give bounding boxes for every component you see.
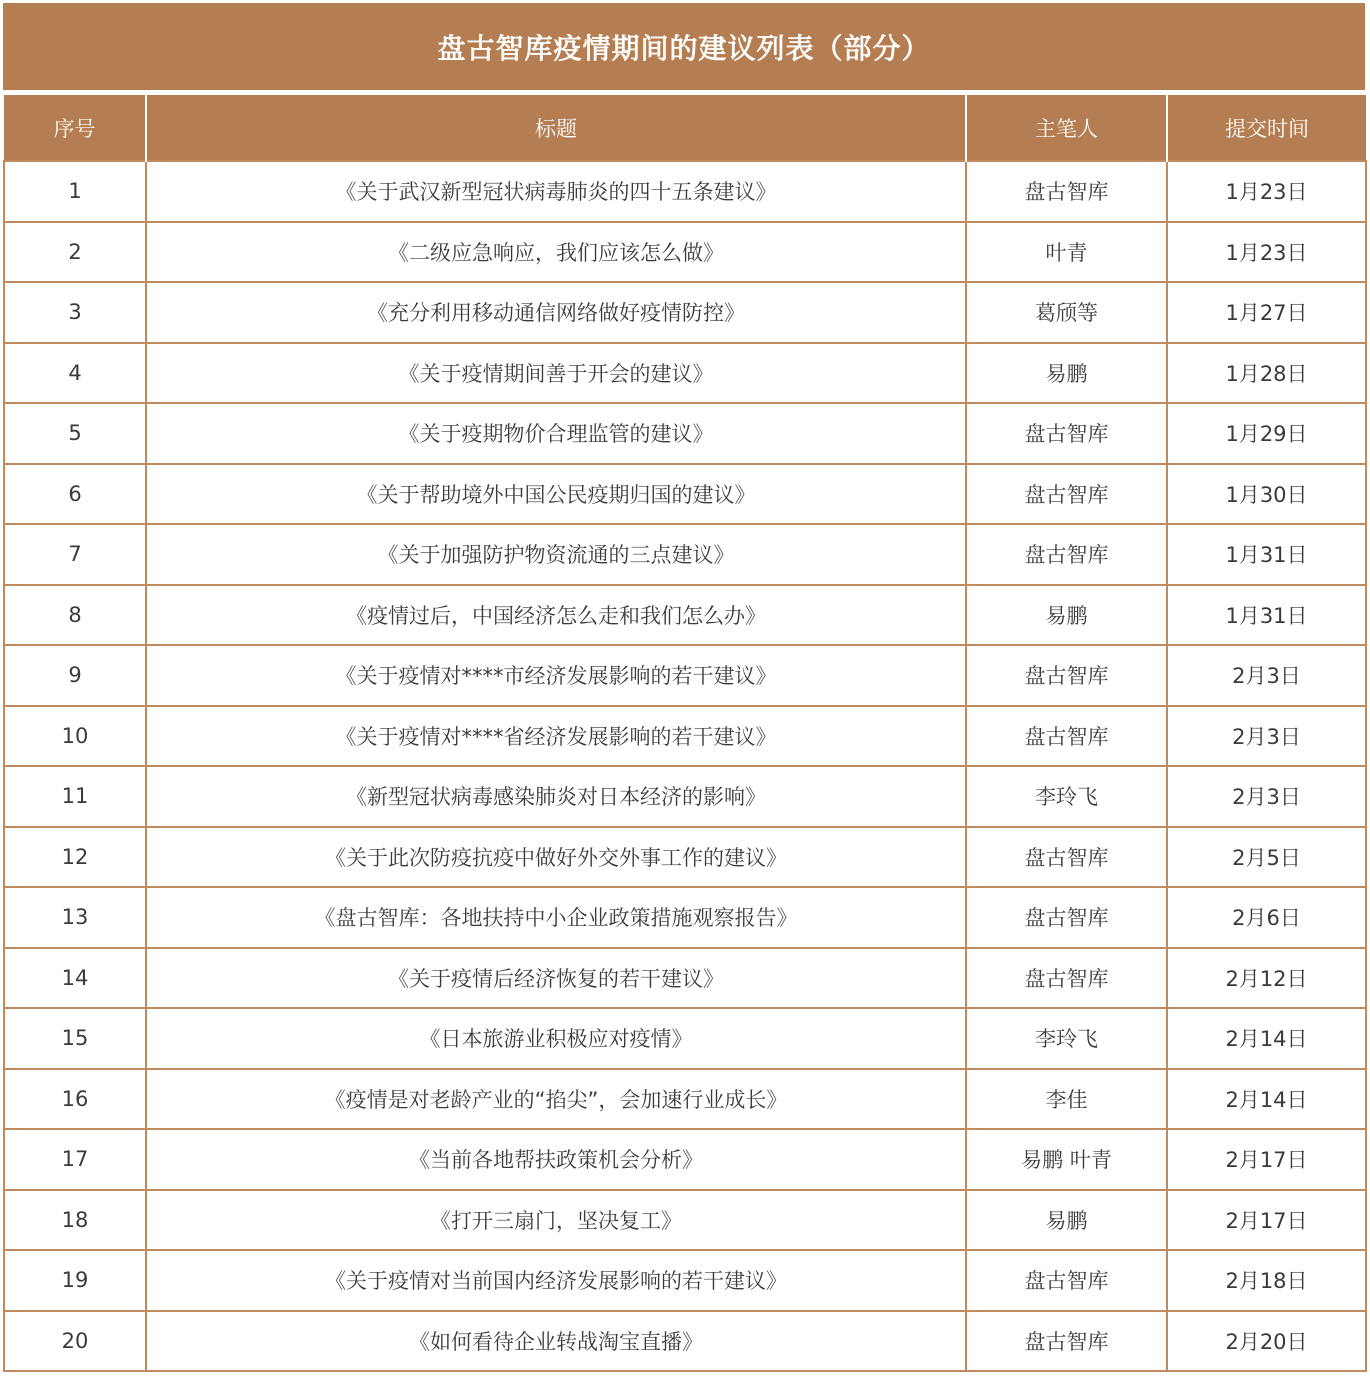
row-title: 《关于疫情对****省经济发展影响的若干建议》 (146, 706, 966, 767)
table-row (4, 1129, 1366, 1190)
row-date: 1月31日 (1167, 524, 1366, 585)
row-author: 李玲飞 (966, 766, 1167, 827)
row-number: 4 (4, 343, 146, 404)
row-title: 《如何看待企业转战淘宝直播》 (146, 1311, 966, 1372)
row-title: 《关于疫情期间善于开会的建议》 (146, 343, 966, 404)
row-author: 易鹏 (966, 1190, 1167, 1251)
row-author: 易鹏 (966, 343, 1167, 404)
row-number: 7 (4, 524, 146, 585)
row-number: 8 (4, 585, 146, 646)
row-author: 盘古智库 (966, 948, 1167, 1009)
row-number: 19 (4, 1250, 146, 1311)
row-title: 《疫情是对老龄产业的“掐尖”，会加速行业成长》 (146, 1069, 966, 1130)
header-title: 标题 (146, 95, 966, 161)
row-date: 1月29日 (1167, 403, 1366, 464)
table-body (4, 161, 1366, 1371)
row-number: 17 (4, 1129, 146, 1190)
header-date: 提交时间 (1167, 95, 1366, 161)
row-date: 2月14日 (1167, 1008, 1366, 1069)
row-author: 盘古智库 (966, 403, 1167, 464)
table-row (4, 766, 1366, 827)
table-row (4, 222, 1366, 283)
row-title: 《日本旅游业积极应对疫情》 (146, 1008, 966, 1069)
row-number: 9 (4, 645, 146, 706)
row-author: 易鹏 (966, 585, 1167, 646)
row-date: 2月17日 (1167, 1129, 1366, 1190)
row-author: 易鹏 叶青 (966, 1129, 1167, 1190)
row-number: 1 (4, 161, 146, 222)
row-author: 盘古智库 (966, 464, 1167, 525)
row-author: 盘古智库 (966, 645, 1167, 706)
row-author: 李玲飞 (966, 1008, 1167, 1069)
table-row (4, 1069, 1366, 1130)
table-row (4, 1008, 1366, 1069)
row-title: 《盘古智库：各地扶持中小企业政策措施观察报告》 (146, 887, 966, 948)
row-number: 12 (4, 827, 146, 888)
row-date: 2月12日 (1167, 948, 1366, 1009)
row-author: 李佳 (966, 1069, 1167, 1130)
table-row (4, 161, 1366, 222)
row-title: 《打开三扇门，坚决复工》 (146, 1190, 966, 1251)
row-number: 16 (4, 1069, 146, 1130)
row-date: 2月3日 (1167, 645, 1366, 706)
table-row (4, 887, 1366, 948)
table-row (4, 1311, 1366, 1372)
table-row (4, 343, 1366, 404)
row-date: 2月17日 (1167, 1190, 1366, 1251)
table-title: 盘古智库疫情期间的建议列表（部分） (3, 3, 1365, 90)
row-date: 2月20日 (1167, 1311, 1366, 1372)
table-row (4, 1250, 1366, 1311)
row-title: 《当前各地帮扶政策机会分析》 (146, 1129, 966, 1190)
row-date: 2月3日 (1167, 766, 1366, 827)
row-number: 2 (4, 222, 146, 283)
row-author: 盘古智库 (966, 827, 1167, 888)
table-row (4, 827, 1366, 888)
row-number: 14 (4, 948, 146, 1009)
row-title: 《充分利用移动通信网络做好疫情防控》 (146, 282, 966, 343)
row-title: 《疫情过后，中国经济怎么走和我们怎么办》 (146, 585, 966, 646)
row-date: 1月23日 (1167, 222, 1366, 283)
row-author: 盘古智库 (966, 706, 1167, 767)
row-date: 1月27日 (1167, 282, 1366, 343)
row-number: 18 (4, 1190, 146, 1251)
row-title: 《关于疫情后经济恢复的若干建议》 (146, 948, 966, 1009)
row-author: 葛颀等 (966, 282, 1167, 343)
row-author: 盘古智库 (966, 1311, 1167, 1372)
suggestion-table (3, 95, 1367, 1372)
row-title: 《关于此次防疫抗疫中做好外交外事工作的建议》 (146, 827, 966, 888)
table-row (4, 706, 1366, 767)
table-row (4, 464, 1366, 525)
row-date: 2月5日 (1167, 827, 1366, 888)
header-row (4, 95, 1366, 161)
row-date: 2月6日 (1167, 887, 1366, 948)
header-number: 序号 (4, 95, 146, 161)
row-title: 《关于武汉新型冠状病毒肺炎的四十五条建议》 (146, 161, 966, 222)
row-number: 6 (4, 464, 146, 525)
row-title: 《关于疫期物价合理监管的建议》 (146, 403, 966, 464)
table-row (4, 585, 1366, 646)
row-date: 1月30日 (1167, 464, 1366, 525)
row-title: 《二级应急响应，我们应该怎么做》 (146, 222, 966, 283)
row-number: 10 (4, 706, 146, 767)
row-number: 11 (4, 766, 146, 827)
row-title: 《关于疫情对****市经济发展影响的若干建议》 (146, 645, 966, 706)
suggestion-table-container (3, 3, 1365, 1372)
table-row (4, 1190, 1366, 1251)
row-author: 叶青 (966, 222, 1167, 283)
row-author: 盘古智库 (966, 887, 1167, 948)
table-row (4, 524, 1366, 585)
row-date: 2月14日 (1167, 1069, 1366, 1130)
table-row (4, 403, 1366, 464)
row-title: 《关于帮助境外中国公民疫期归国的建议》 (146, 464, 966, 525)
row-number: 20 (4, 1311, 146, 1372)
row-number: 3 (4, 282, 146, 343)
row-date: 1月23日 (1167, 161, 1366, 222)
row-number: 13 (4, 887, 146, 948)
row-author: 盘古智库 (966, 1250, 1167, 1311)
row-author: 盘古智库 (966, 161, 1167, 222)
header-author: 主笔人 (966, 95, 1167, 161)
table-row (4, 282, 1366, 343)
row-title: 《新型冠状病毒感染肺炎对日本经济的影响》 (146, 766, 966, 827)
row-title: 《关于疫情对当前国内经济发展影响的若干建议》 (146, 1250, 966, 1311)
row-author: 盘古智库 (966, 524, 1167, 585)
row-number: 15 (4, 1008, 146, 1069)
row-date: 1月28日 (1167, 343, 1366, 404)
row-date: 1月31日 (1167, 585, 1366, 646)
row-date: 2月18日 (1167, 1250, 1366, 1311)
row-number: 5 (4, 403, 146, 464)
table-row (4, 948, 1366, 1009)
row-title: 《关于加强防护物资流通的三点建议》 (146, 524, 966, 585)
row-date: 2月3日 (1167, 706, 1366, 767)
table-row (4, 645, 1366, 706)
